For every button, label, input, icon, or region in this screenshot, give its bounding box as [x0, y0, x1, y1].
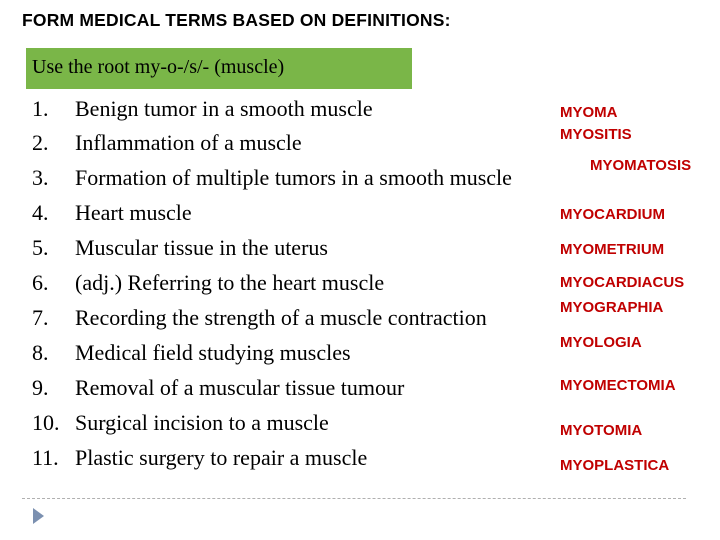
- row-definition: Inflammation of a muscle: [75, 130, 302, 155]
- row-number: 3.: [32, 165, 49, 190]
- row-answer: MYOPLASTICA: [560, 457, 670, 474]
- row-answer: MYOMECTOMIA: [560, 377, 676, 394]
- row-answer: MYOTOMIA: [560, 422, 643, 439]
- row-answer: MYOMATOSIS: [590, 157, 692, 174]
- row-definition: Benign tumor in a smooth muscle: [75, 96, 373, 121]
- instruction-text: [32, 56, 284, 79]
- instruction-root: my-o-/s/-: [134, 56, 210, 78]
- row-number: 5.: [32, 235, 49, 260]
- row-definition: Recording the strength of a muscle contraction: [75, 305, 487, 330]
- row-answer: MYOCARDIUM: [560, 206, 665, 223]
- row-definition: Plastic surgery to repair a muscle: [75, 445, 368, 470]
- row-answer: MYOCARDIACUS: [560, 274, 685, 291]
- divider: [22, 498, 686, 499]
- row-definition: Muscular tissue in the uterus: [75, 235, 328, 260]
- row-number: 11.: [32, 445, 59, 470]
- row-answer: MYOMETRIUM: [560, 241, 665, 258]
- row-definition: Formation of multiple tumors in a smooth muscle: [75, 165, 512, 190]
- instruction-suffix: (muscle): [209, 56, 285, 78]
- row-answer: MYOMA: [560, 104, 618, 121]
- bullet-arrow-icon: [33, 508, 44, 524]
- row-number: 7.: [32, 305, 49, 330]
- row-number: 1.: [32, 96, 49, 121]
- row-definition: Removal of a muscular tissue tumour: [75, 375, 405, 400]
- row-number: 6.: [32, 270, 49, 295]
- row-number: 9.: [32, 375, 49, 400]
- row-definition: Heart muscle: [75, 200, 192, 225]
- row-number: 10.: [32, 410, 60, 435]
- row-definition: Medical field studying muscles: [75, 340, 351, 365]
- row-number: 8.: [32, 340, 49, 365]
- row-answer: MYOGRAPHIA: [560, 299, 664, 316]
- instruction-prefix: Use the root: [32, 56, 135, 78]
- instruction-box: [26, 48, 412, 89]
- row-definition: (adj.) Referring to the heart muscle: [75, 270, 385, 295]
- row-number: 2.: [32, 130, 49, 155]
- row-definition: Surgical incision to a muscle: [75, 410, 329, 435]
- row-answer: MYOSITIS: [560, 126, 632, 143]
- page-title: FORM MEDICAL TERMS BASED ON DEFINITIONS:: [22, 10, 451, 30]
- row-number: 4.: [32, 200, 49, 225]
- row-answer: MYOLOGIA: [560, 334, 642, 351]
